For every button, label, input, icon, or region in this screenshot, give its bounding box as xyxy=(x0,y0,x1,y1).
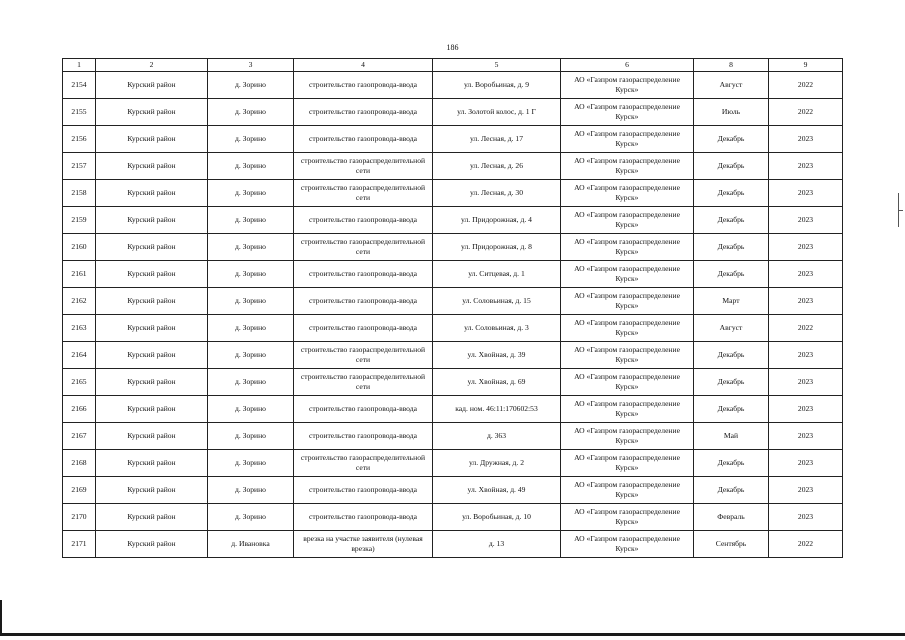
column-header: 5 xyxy=(433,59,561,72)
year-cell: 2023 xyxy=(769,153,843,180)
district-cell: Курский район xyxy=(96,477,208,504)
organization-cell: АО «Газпром газораспределение Курск» xyxy=(561,207,694,234)
table-row xyxy=(63,423,843,450)
row-number-cell: 2161 xyxy=(63,261,96,288)
table-row xyxy=(63,450,843,477)
row-number-cell: 2154 xyxy=(63,72,96,99)
row-number-cell: 2169 xyxy=(63,477,96,504)
year-cell: 2023 xyxy=(769,207,843,234)
address-cell: ул. Хвойная, д. 39 xyxy=(433,342,561,369)
address-cell: ул. Придорожная, д. 8 xyxy=(433,234,561,261)
table-body xyxy=(63,72,843,558)
address-cell: ул. Ситцевая, д. 1 xyxy=(433,261,561,288)
month-cell: Декабрь xyxy=(694,261,769,288)
organization-cell: АО «Газпром газораспределение Курск» xyxy=(561,369,694,396)
work-type-cell: строительство газопровода-ввода xyxy=(294,288,433,315)
row-number-cell: 2160 xyxy=(63,234,96,261)
settlement-cell: д. Зорино xyxy=(208,261,294,288)
district-cell: Курский район xyxy=(96,531,208,558)
district-cell: Курский район xyxy=(96,450,208,477)
organization-cell: АО «Газпром газораспределение Курск» xyxy=(561,234,694,261)
organization-cell: АО «Газпром газораспределение Курск» xyxy=(561,180,694,207)
district-cell: Курский район xyxy=(96,153,208,180)
year-cell: 2023 xyxy=(769,477,843,504)
table-row xyxy=(63,369,843,396)
address-cell: ул. Придорожная, д. 4 xyxy=(433,207,561,234)
settlement-cell: д. Зорино xyxy=(208,72,294,99)
work-type-cell: строительство газораспределительной сети xyxy=(294,342,433,369)
column-header: 1 xyxy=(63,59,96,72)
settlement-cell: д. Зорино xyxy=(208,99,294,126)
work-type-cell: строительство газопровода-ввода xyxy=(294,396,433,423)
month-cell: Декабрь xyxy=(694,153,769,180)
work-type-cell: строительство газораспределительной сети xyxy=(294,450,433,477)
table-row xyxy=(63,72,843,99)
month-cell: Июль xyxy=(694,99,769,126)
organization-cell: АО «Газпром газораспределение Курск» xyxy=(561,504,694,531)
organization-cell: АО «Газпром газораспределение Курск» xyxy=(561,396,694,423)
month-cell: Декабрь xyxy=(694,477,769,504)
year-cell: 2022 xyxy=(769,315,843,342)
work-type-cell: строительство газораспределительной сети xyxy=(294,180,433,207)
work-type-cell: строительство газопровода-ввода xyxy=(294,207,433,234)
year-cell: 2023 xyxy=(769,396,843,423)
column-header: 2 xyxy=(96,59,208,72)
address-cell: д. 13 xyxy=(433,531,561,558)
settlement-cell: д. Зорино xyxy=(208,396,294,423)
work-type-cell: строительство газопровода-ввода xyxy=(294,423,433,450)
year-cell: 2023 xyxy=(769,261,843,288)
address-cell: ул. Хвойная, д. 49 xyxy=(433,477,561,504)
month-cell: Декабрь xyxy=(694,180,769,207)
district-cell: Курский район xyxy=(96,504,208,531)
table-row xyxy=(63,126,843,153)
month-cell: Декабрь xyxy=(694,234,769,261)
settlement-cell: д. Зорино xyxy=(208,504,294,531)
table-row xyxy=(63,342,843,369)
year-cell: 2023 xyxy=(769,342,843,369)
row-number-cell: 2156 xyxy=(63,126,96,153)
settlement-cell: д. Ивановка xyxy=(208,531,294,558)
year-cell: 2022 xyxy=(769,531,843,558)
address-cell: ул. Воробьиная, д. 9 xyxy=(433,72,561,99)
work-type-cell: врезка на участке заявителя (нулевая врезка) xyxy=(294,531,433,558)
month-cell: Декабрь xyxy=(694,207,769,234)
column-header: 4 xyxy=(294,59,433,72)
work-type-cell: строительство газопровода-ввода xyxy=(294,99,433,126)
year-cell: 2023 xyxy=(769,423,843,450)
work-type-cell: строительство газопровода-ввода xyxy=(294,261,433,288)
organization-cell: АО «Газпром газораспределение Курск» xyxy=(561,423,694,450)
work-type-cell: строительство газораспределительной сети xyxy=(294,153,433,180)
page-number: 186 xyxy=(446,43,459,52)
district-cell: Курский район xyxy=(96,342,208,369)
row-number-cell: 2164 xyxy=(63,342,96,369)
settlement-cell: д. Зорино xyxy=(208,288,294,315)
organization-cell: АО «Газпром газораспределение Курск» xyxy=(561,477,694,504)
month-cell: Март xyxy=(694,288,769,315)
month-cell: Декабрь xyxy=(694,450,769,477)
year-cell: 2023 xyxy=(769,369,843,396)
month-cell: Февраль xyxy=(694,504,769,531)
address-cell: ул. Лесная, д. 30 xyxy=(433,180,561,207)
settlement-cell: д. Зорино xyxy=(208,423,294,450)
work-type-cell: строительство газопровода-ввода xyxy=(294,504,433,531)
row-number-cell: 2170 xyxy=(63,504,96,531)
settlement-cell: д. Зорино xyxy=(208,207,294,234)
column-header: 9 xyxy=(769,59,843,72)
month-cell: Декабрь xyxy=(694,369,769,396)
district-cell: Курский район xyxy=(96,207,208,234)
organization-cell: АО «Газпром газораспределение Курск» xyxy=(561,288,694,315)
year-cell: 2023 xyxy=(769,450,843,477)
address-cell: ул. Соловьиная, д. 15 xyxy=(433,288,561,315)
address-cell: кад. ном. 46:11:170602:53 xyxy=(433,396,561,423)
column-header: 6 xyxy=(561,59,694,72)
address-cell: ул. Соловьиная, д. 3 xyxy=(433,315,561,342)
month-cell: Август xyxy=(694,315,769,342)
schedule-table xyxy=(62,58,843,558)
district-cell: Курский район xyxy=(96,396,208,423)
district-cell: Курский район xyxy=(96,126,208,153)
work-type-cell: строительство газораспределительной сети xyxy=(294,369,433,396)
table-header-row xyxy=(63,59,843,72)
address-cell: ул. Дружная, д. 2 xyxy=(433,450,561,477)
column-header: 8 xyxy=(694,59,769,72)
year-cell: 2022 xyxy=(769,99,843,126)
settlement-cell: д. Зорино xyxy=(208,180,294,207)
table-row xyxy=(63,288,843,315)
district-cell: Курский район xyxy=(96,315,208,342)
scan-edge-left xyxy=(0,600,2,636)
year-cell: 2023 xyxy=(769,504,843,531)
district-cell: Курский район xyxy=(96,288,208,315)
year-cell: 2022 xyxy=(769,72,843,99)
district-cell: Курский район xyxy=(96,72,208,99)
row-number-cell: 2166 xyxy=(63,396,96,423)
settlement-cell: д. Зорино xyxy=(208,450,294,477)
table-row xyxy=(63,477,843,504)
address-cell: ул. Золотой колос, д. 1 Г xyxy=(433,99,561,126)
row-number-cell: 2171 xyxy=(63,531,96,558)
table-row xyxy=(63,180,843,207)
year-cell: 2023 xyxy=(769,234,843,261)
row-number-cell: 2162 xyxy=(63,288,96,315)
row-number-cell: 2155 xyxy=(63,99,96,126)
district-cell: Курский район xyxy=(96,369,208,396)
row-number-cell: 2165 xyxy=(63,369,96,396)
table-row xyxy=(63,207,843,234)
scan-edge-bottom xyxy=(0,633,905,636)
work-type-cell: строительство газопровода-ввода xyxy=(294,72,433,99)
organization-cell: АО «Газпром газораспределение Курск» xyxy=(561,531,694,558)
year-cell: 2023 xyxy=(769,288,843,315)
organization-cell: АО «Газпром газораспределение Курск» xyxy=(561,99,694,126)
address-cell: ул. Воробьиная, д. 10 xyxy=(433,504,561,531)
settlement-cell: д. Зорино xyxy=(208,126,294,153)
settlement-cell: д. Зорино xyxy=(208,369,294,396)
district-cell: Курский район xyxy=(96,234,208,261)
district-cell: Курский район xyxy=(96,180,208,207)
margin-tick xyxy=(898,210,903,211)
table-row xyxy=(63,315,843,342)
district-cell: Курский район xyxy=(96,261,208,288)
year-cell: 2023 xyxy=(769,180,843,207)
organization-cell: АО «Газпром газораспределение Курск» xyxy=(561,450,694,477)
organization-cell: АО «Газпром газораспределение Курск» xyxy=(561,126,694,153)
table-row xyxy=(63,99,843,126)
row-number-cell: 2168 xyxy=(63,450,96,477)
table-row xyxy=(63,531,843,558)
work-type-cell: строительство газопровода-ввода xyxy=(294,126,433,153)
work-type-cell: строительство газопровода-ввода xyxy=(294,315,433,342)
row-number-cell: 2159 xyxy=(63,207,96,234)
settlement-cell: д. Зорино xyxy=(208,315,294,342)
work-type-cell: строительство газопровода-ввода xyxy=(294,477,433,504)
year-cell: 2023 xyxy=(769,126,843,153)
address-cell: д. 363 xyxy=(433,423,561,450)
organization-cell: АО «Газпром газораспределение Курск» xyxy=(561,72,694,99)
organization-cell: АО «Газпром газораспределение Курск» xyxy=(561,153,694,180)
row-number-cell: 2163 xyxy=(63,315,96,342)
month-cell: Декабрь xyxy=(694,342,769,369)
organization-cell: АО «Газпром газораспределение Курск» xyxy=(561,342,694,369)
month-cell: Сентябрь xyxy=(694,531,769,558)
organization-cell: АО «Газпром газораспределение Курск» xyxy=(561,261,694,288)
settlement-cell: д. Зорино xyxy=(208,342,294,369)
row-number-cell: 2157 xyxy=(63,153,96,180)
table-row xyxy=(63,234,843,261)
settlement-cell: д. Зорино xyxy=(208,234,294,261)
column-header: 3 xyxy=(208,59,294,72)
work-type-cell: строительство газораспределительной сети xyxy=(294,234,433,261)
organization-cell: АО «Газпром газораспределение Курск» xyxy=(561,315,694,342)
month-cell: Август xyxy=(694,72,769,99)
settlement-cell: д. Зорино xyxy=(208,153,294,180)
month-cell: Декабрь xyxy=(694,396,769,423)
district-cell: Курский район xyxy=(96,99,208,126)
table-row xyxy=(63,504,843,531)
month-cell: Май xyxy=(694,423,769,450)
table-row xyxy=(63,396,843,423)
address-cell: ул. Хвойная, д. 69 xyxy=(433,369,561,396)
settlement-cell: д. Зорино xyxy=(208,477,294,504)
district-cell: Курский район xyxy=(96,423,208,450)
row-number-cell: 2167 xyxy=(63,423,96,450)
table-row xyxy=(63,153,843,180)
month-cell: Декабрь xyxy=(694,126,769,153)
table-row xyxy=(63,261,843,288)
address-cell: ул. Лесная, д. 26 xyxy=(433,153,561,180)
row-number-cell: 2158 xyxy=(63,180,96,207)
address-cell: ул. Лесная, д. 17 xyxy=(433,126,561,153)
